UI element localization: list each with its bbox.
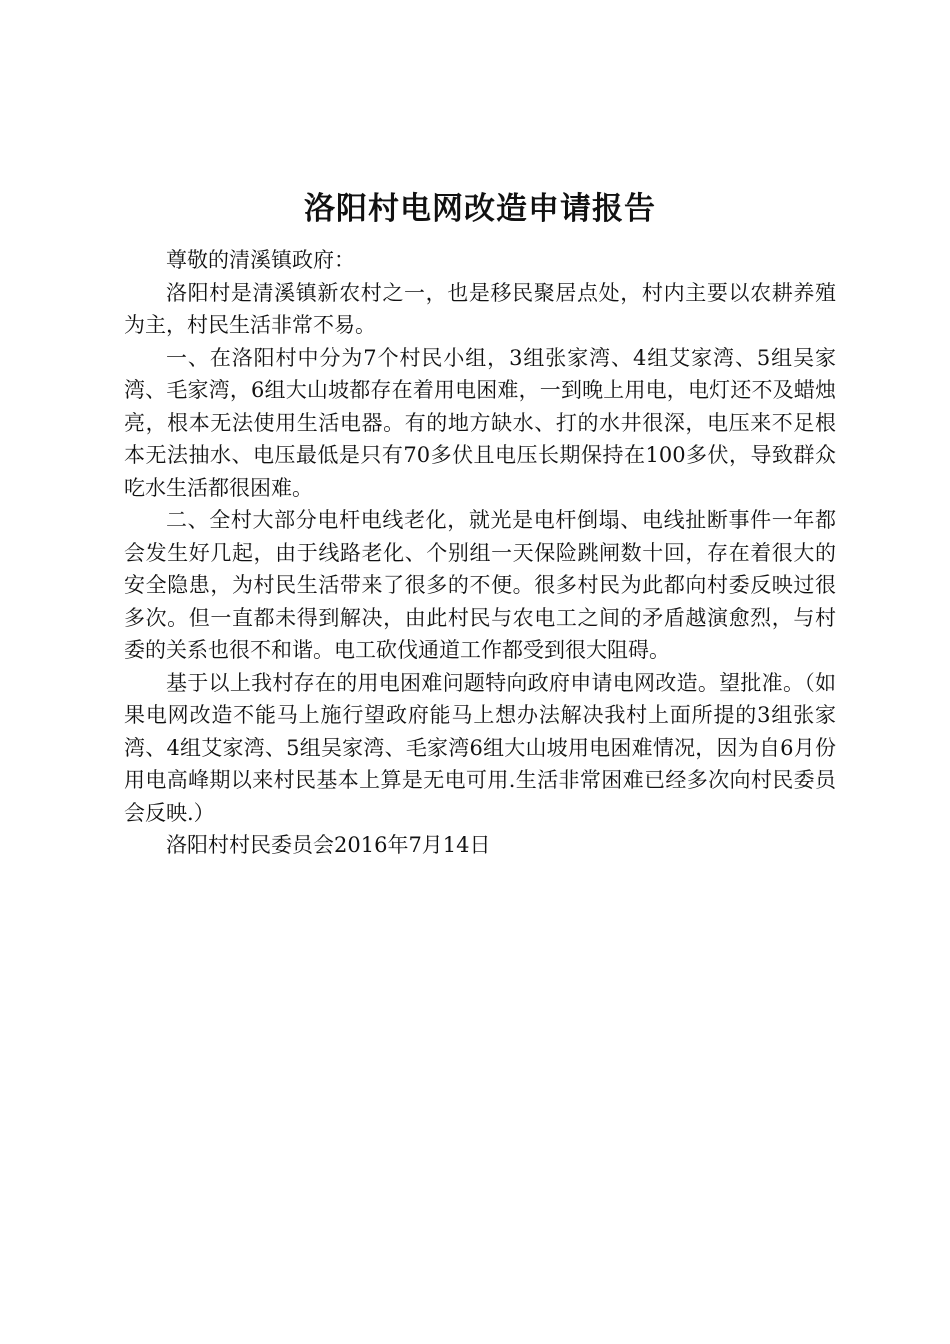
- paragraph-request: 基于以上我村存在的用电困难问题特向政府申请电网改造。望批准。（如果电网改造不能马上施行望政府能马上想办法解决我村上面所提的3组张家湾、4组艾家湾、5组吴家湾、毛家湾6组大山坡用电困难情况，因为自6月份用电高峰期以来村民基本上算是无电可用.生活非常困难已经多次向村民委员会反映.）: [124, 670, 836, 825]
- document-page: [124, 182, 836, 862]
- salutation: 尊敬的清溪镇政府：: [166, 248, 355, 272]
- signature-date: 洛阳村村民委员会2016年7月14日: [166, 833, 491, 857]
- paragraph-intro: 洛阳村是清溪镇新农村之一，也是移民聚居点处，村内主要以农耕养殖为主，村民生活非常不易。: [124, 280, 836, 337]
- paragraph-voltage-issue: 一、在洛阳村中分为7个村民小组，3组张家湾、4组艾家湾、5组吴家湾、毛家湾，6组大山坡都存在着用电困难，一到晚上用电，电灯还不及蜡烛亮，根本无法使用生活电器。有的地方缺水、打的水井很深，电压来不足根本无法抽水、电压最低是只有70多伏且电压长期保持在100多伏，导致群众吃水生活都很困难。: [124, 345, 836, 500]
- document-title: 洛阳村电网改造申请报告: [304, 191, 656, 227]
- paragraph-aging-lines: 二、全村大部分电杆电线老化，就光是电杆倒塌、电线扯断事件一年都会发生好几起，由于线路老化、个别组一天保险跳闸数十回，存在着很大的安全隐患，为村民生活带来了很多的不便。很多村民为此都向村委反映过很多次。但一直都未得到解决，由此村民与农电工之间的矛盾越演愈烈，与村委的关系也很不和谐。电工砍伐通道工作都受到很大阻碍。: [124, 508, 836, 662]
